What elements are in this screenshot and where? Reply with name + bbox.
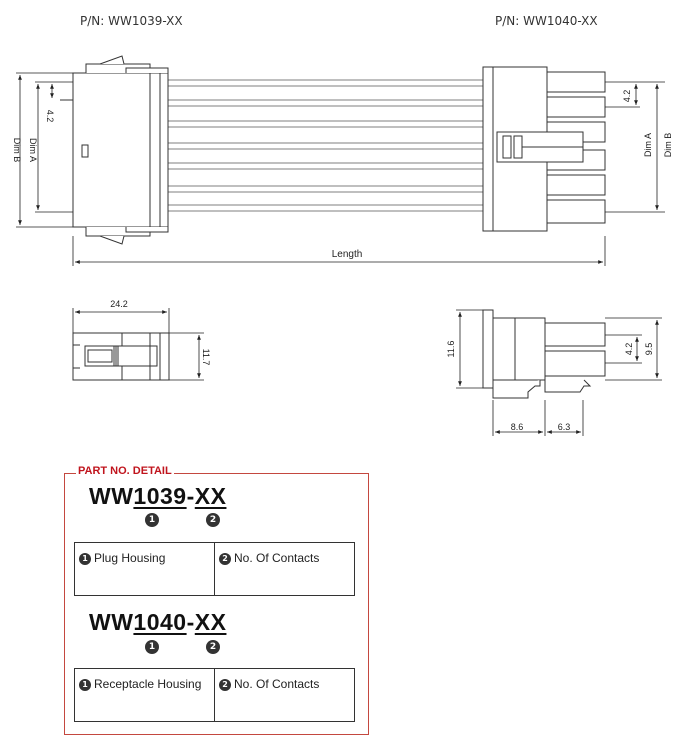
receptacle-code-dash: - xyxy=(186,609,195,635)
plug-code-number: 1039 xyxy=(133,483,187,509)
left-dimensions xyxy=(16,73,73,227)
receptacle-housing-text: Receptacle Housing xyxy=(94,677,202,691)
plug-badge-2: 2 xyxy=(206,513,220,527)
right-dimensions xyxy=(605,82,665,212)
receptacle-housing-cell xyxy=(75,669,214,721)
part-detail-legend: PART NO. DETAIL xyxy=(78,465,172,477)
receptacle-bottom-left-label: 8.6 xyxy=(510,422,524,432)
receptacle-badge-1: 1 xyxy=(145,640,159,654)
number-1-icon: 1 xyxy=(79,679,91,691)
plug-housing-cell xyxy=(75,543,214,595)
dim-b-left-label: Dim B xyxy=(12,137,22,163)
plug-contacts-text: No. Of Contacts xyxy=(234,551,320,565)
plug-part-number: P/N: WW1039-XX xyxy=(80,14,183,28)
plug-code-dash: - xyxy=(186,483,195,509)
dim-a-left-label: Dim A xyxy=(28,137,38,163)
receptacle-contacts-text: No. Of Contacts xyxy=(234,677,320,691)
plug-description-table xyxy=(74,542,355,596)
number-1-icon: 1 xyxy=(79,553,91,565)
plug-side-view xyxy=(73,308,204,380)
plug-housing-text: Plug Housing xyxy=(94,551,166,565)
number-2-icon: 2 xyxy=(219,679,231,691)
receptacle-contacts-cell xyxy=(214,669,354,721)
plug-part-code xyxy=(89,483,226,510)
receptacle-height-label: 11.6 xyxy=(446,340,456,358)
pitch-dim-left-label: 4.2 xyxy=(45,109,55,123)
length-label: Length xyxy=(331,249,363,260)
assembly-top-view xyxy=(16,56,665,266)
receptacle-description-table xyxy=(74,668,355,722)
plug-height-label: 11.7 xyxy=(201,348,211,366)
receptacle-badge-2: 2 xyxy=(206,640,220,654)
receptacle-height2-label: 9.5 xyxy=(644,342,654,356)
receptacle-part-code xyxy=(89,609,226,636)
receptacle-bottom-right-label: 6.3 xyxy=(557,422,571,432)
receptacle-code-number: 1040 xyxy=(133,609,187,635)
receptacle-housing-top xyxy=(483,67,605,231)
plug-code-suffix: XX xyxy=(194,483,227,509)
plug-code-prefix: WW xyxy=(89,483,134,509)
number-2-icon: 2 xyxy=(219,553,231,565)
receptacle-pitch-label: 4.2 xyxy=(624,342,634,356)
cable-wires xyxy=(168,80,483,211)
dim-a-right-label: Dim A xyxy=(643,132,653,158)
dim-b-right-label: Dim B xyxy=(663,132,673,158)
receptacle-code-suffix: XX xyxy=(194,609,227,635)
receptacle-part-number: P/N: WW1040-XX xyxy=(495,14,598,28)
plug-width-label: 24.2 xyxy=(110,299,128,309)
receptacle-side-view xyxy=(456,310,662,436)
pitch-dim-right-label: 4.2 xyxy=(622,89,632,103)
plug-badge-1: 1 xyxy=(145,513,159,527)
receptacle-code-prefix: WW xyxy=(89,609,134,635)
plug-housing-top xyxy=(60,56,168,244)
plug-contacts-cell xyxy=(214,543,354,595)
